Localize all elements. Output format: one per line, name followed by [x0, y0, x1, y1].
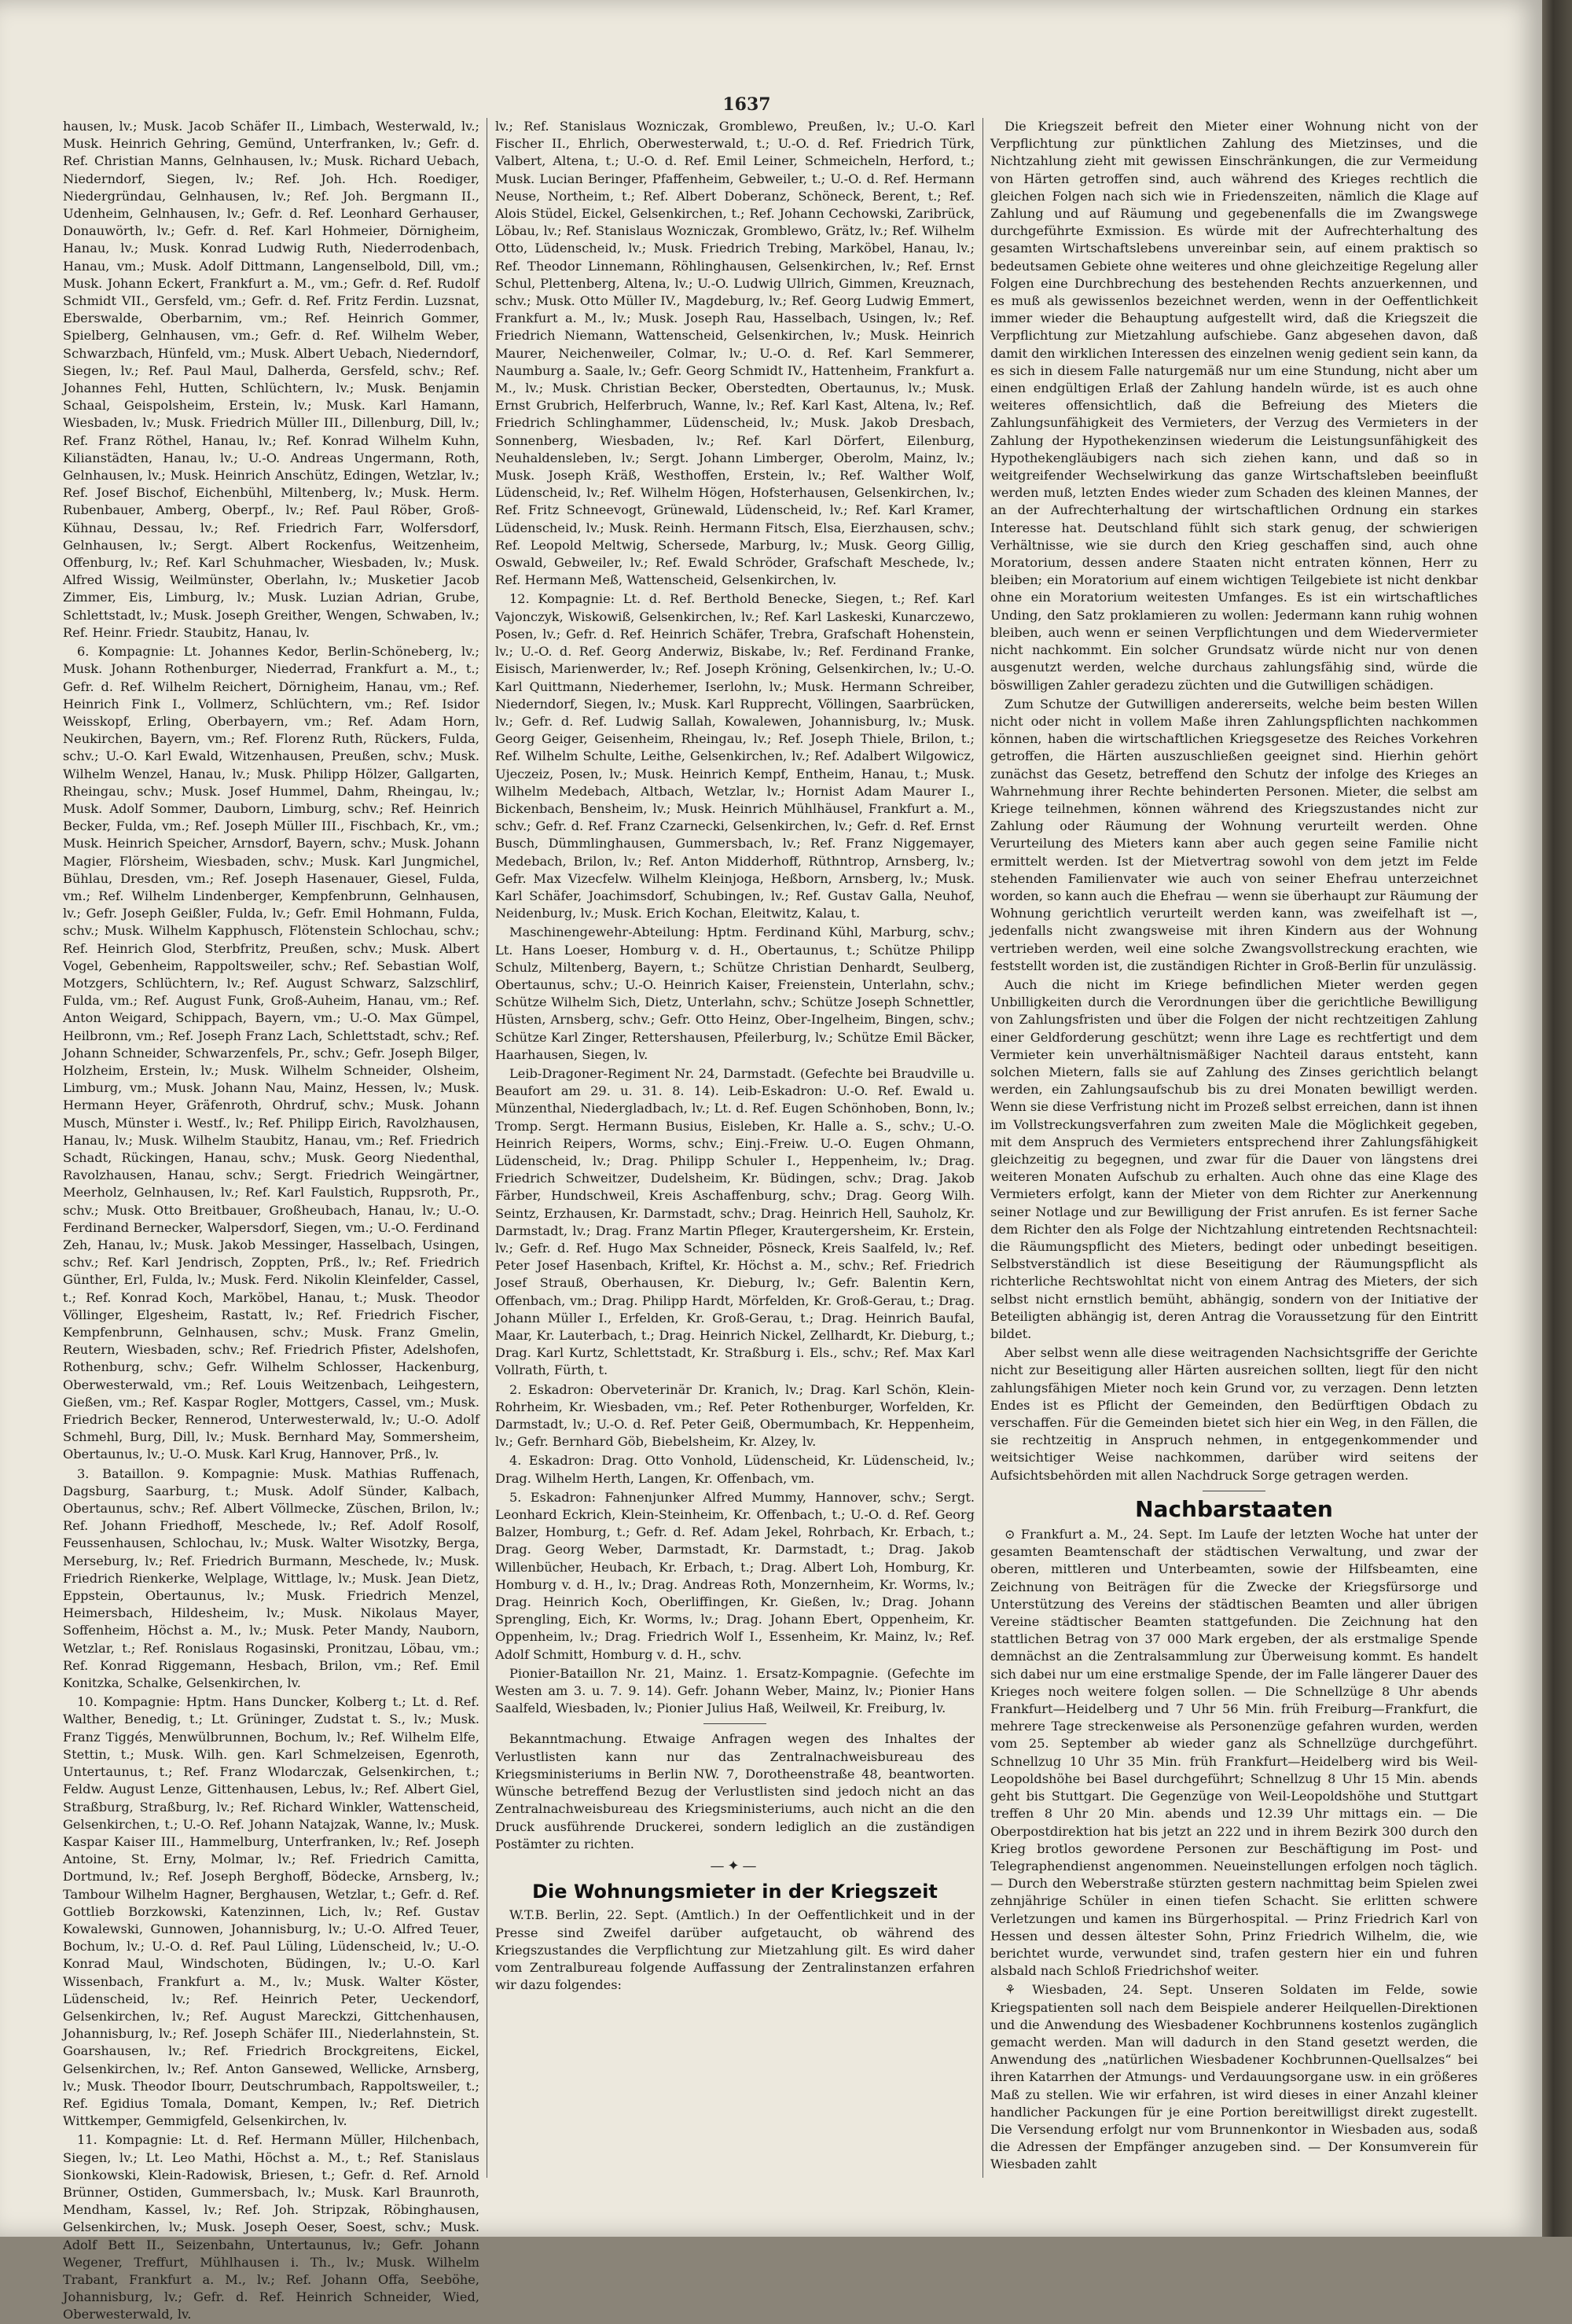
list-paragraph: Pionier-Bataillon Nr. 21, Mainz. 1. Ersatz-Kompagnie. (Gefechte im Westen am 3. u. 7. 9. 14). Gefr. Johann Weber, Mainz, lv.; Pionier Hans Saalfeld, Wiesbaden, lv.; Pionier Julius Haß, Weilweil, Kr. Freiburg, lv. [495, 1665, 975, 1716]
section-heading: Nachbarstaaten [1135, 1495, 1333, 1522]
list-paragraph: 12. Kompagnie: Lt. d. Ref. Berthold Benecke, Siegen, t.; Ref. Karl Vajonczyk, Wiskowiß, Gelsenkirchen, lv.; Ref. Karl Laskeski, Kunarczewo, Posen, lv.; Gefr. d. Ref. Heinrich Schäfer, Trebra, Grafschaft Hohenstein, lv.; U.-O. d. Ref. Georg Anderwiz, Biskabe, lv.; Ref. Ferdinand Franke, Eisisch, Marienwerder, lv.; Ref. Joseph Kröning, Gelsenkirchen, lv.; U.-O. Karl Quittmann, Niederhemer, Iserlohn, lv.; Musk. Hermann Schreiber, Niederndorf, Siegen, lv.; Musk. Karl Rupprecht, Völlingen, Saarbrücken, lv.; Gefr. d. Ref. Ludwig Sallah, Kowalewen, Johannisburg, lv.; Musk. Georg Geiger, Geisenheim, Rheingau, lv.; Ref. Joseph Thiele, Brilon, t.; Ref. Wilhelm Schulte, Leithe, Gelsenkirchen, lv.; Ref. Adalbert Wilgowicz, Ujeczeiz, Posen, lv.; Musk. Heinrich Kempf, Entheim, Hanau, t.; Musk. Wilhelm Medebach, Altbach, Wetzlar, lv.; Hornist Adam Maurer I., Bickenbach, Bensheim, lv.; Musk. Heinrich Mühlhäusel, Frankfurt a. M., schv.; Gefr. d. Ref. Franz Czarnecki, Gelsenkirchen, lv.; Gefr. d. Ref. Ernst Busch, Dümmlinghausen, Gummersbach, lv.; Ref. Franz Niggemayer, Medebach, Brilon, lv.; Ref. Anton Midderhoff, Rüthntrop, Arnsberg, lv.; Gefr. Max Vizecfelw. Wilhelm Kleinjoga, Heßborn, Arnsberg, lv.; Musk. Karl Schäfer, Joachimsdorf, Schubingen, lv.; Ref. Gustav Galla, Neuhof, Neidenburg, lv.; Musk. Erich Kochan, Eleitwitz, Kalau, t. [495, 591, 975, 921]
article-paragraph: Aber selbst wenn alle diese weitragenden Nachsichtsgriffe der Gerichte nicht zur Beseitigung aller Härten ausreichen sollten, liegt für den nicht zahlungsfähigen Mieter noch kein Grund vor, zu verzagen. Denn letzten Endes ist es Pflicht der Gemeinden, den Bedürftigen Obdach zu verschaffen. Für die Gemeinden bietet sich hier ein Weg, in den Fällen, die sie rechtzeitig in Anspruch nehmen, in entgegenkommender und weitsichtiger Weise nachkommen, darüber wird seitens der Aufsichtsbehörden mit allen Nachdruck Sorge getragen werden. [990, 1345, 1478, 1483]
notice-paragraph: Bekanntmachung. Etwaige Anfragen wegen des Inhaltes der Verlustlisten kann nur das Zentralnachweisbureau des Kriegsministeriums in Berlin NW. 7, Dorotheenstraße 48, beantworten. Wünsche betreffend Bezug der Verlustlisten sind jedoch nicht an das Zentralnachweisbureau des Kriegsministeriums, auch nicht an die den Druck ausführende Druckerei, sondern lediglich an die zuständigen Postämter zu richten. [495, 1731, 975, 1851]
ornament-divider: —✦— [710, 1857, 760, 1874]
page-number: 1637 [722, 94, 771, 115]
list-paragraph: 11. Kompagnie: Lt. d. Ref. Hermann Müller, Hilchenbach, Siegen, lv.; Lt. Leo Mathi, Höchst a. M., t.; Ref. Stanislaus Sionkowski, Klein-Radowisk, Briesen, t.; Gefr. d. Ref. Arnold Brünner, Ostiden, Gummersbach, lv.; Musk. Karl Braunroth, Mendham, Kassel, lv.; Ref. Joh. Stripzak, Röbinghausen, Gelsenkirchen, lv.; Musk. Joseph Oeser, Soest, schv.; Musk. Adolf Bett II., Seizenbahn, Untertaunus, lv.; Gefr. Johann Wegener, Treffurt, Mühlhausen i. Th., lv.; Musk. Wilhelm Trabant, Frankfurt a. M., lv.; Ref. Johann Offa, Seeböhe, Johannisburg, lv.; Gefr. d. Ref. Heinrich Schneider, Wied, Oberwesterwald, lv. [63, 2132, 479, 2322]
column-1-casualty-list [63, 118, 479, 2322]
list-paragraph: 5. Eskadron: Fahnenjunker Alfred Mummy, Hannover, schv.; Sergt. Leonhard Eckrich, Klein-Steinheim, Kr. Offenbach, t.; U.-O. d. Ref. Georg Balzer, Homburg, t.; Gefr. d. Ref. Adam Jekel, Rohrbach, Kr. Erbach, t.; Drag. Georg Weber, Darmstadt, Kr. Darmstadt, t.; Drag. Jakob Willenbücher, Heubach, Kr. Erbach, t.; Drag. Albert Loh, Homburg, Kr. Homburg v. d. H., lv.; Drag. Andreas Roth, Monzernheim, Kr. Worms, lv.; Drag. Heinrich Koch, Oberliffingen, Kr. Gießen, lv.; Drag. Johann Sprengling, Eich, Kr. Worms, lv.; Drag. Johann Ebert, Oppenheim, Kr. Oppenheim, lv.; Drag. Friedrich Wolf I., Essenheim, Kr. Mainz, lv.; Ref. Adolf Schmitt, Homburg v. d. H., schv. [495, 1489, 975, 1662]
news-paragraph: ⚘ Wiesbaden, 24. Sept. Unseren Soldaten im Felde, sowie Kriegspatienten soll nach dem Beispiele anderer Heilquellen-Direktionen und die Anwendung des Wiesbadener Kochbrunnens kostenlos zugänglich gemacht werden. Man will dadurch in den Stand gesetzt werden, die Anwendung des „natürlichen Wiesbadener Kochbrunnen-Quellsalzes“ bei ihren Katarrhen der Atmungs- und Verdauungsorgane usw. in ein größeres Maß zu stellen. Wie wir erfahren, ist wird dieses in einer Anzahl kleiner handlicher Packungen für je eine Portion bereitwilligst direkt zugestellt. Die Versendung erfolgt nur vom Brunnenkontor in Wiesbaden aus, sodaß die Adressen der Empfänger anzugeben sind. — Der Konsumverein für Wiesbaden zahlt [990, 1982, 1478, 2172]
list-paragraph: 4. Eskadron: Drag. Otto Vonhold, Lüdenscheid, Kr. Lüdenscheid, lv.; Drag. Wilhelm Herth, Langen, Kr. Offenbach, vm. [495, 1453, 975, 1486]
article-paragraph: W.T.B. Berlin, 22. Sept. (Amtlich.) In der Oeffentlichkeit und in der Presse sind Zweifel darüber aufgetaucht, ob während des Kriegszustandes die Verpflichtung zur Mietzahlung gilt. Es wird daher vom Zentralbureau folgende Auffassung der Zentralinstanzen erfahren wir dazu folgendes: [495, 1907, 975, 1993]
book-spine [1541, 0, 1572, 2237]
list-paragraph: 10. Kompagnie: Hptm. Hans Duncker, Kolberg t.; Lt. d. Ref. Walther, Benedig, t.; Lt. Grüninger, Zudstat t. S., lv.; Musk. Franz Tiggés, Menwülbrunnen, Bochum, lv.; Ref. Wilhelm Elfe, Stettin, t.; Musk. Wilh. gen. Karl Schmelzeisen, Egenroth, Untertaunus, t.; Ref. Franz Wlodarczak, Gelsenkirchen, t.; Feldw. August Lenze, Gittenhausen, Lebus, lv.; Ref. Albert Giel, Straßburg, Straßburg, lv.; Ref. Richard Winkler, Wattenscheid, Gelsenkirchen, t.; U.-O. Ref. Johann Natajzak, Wanne, lv.; Musk. Kaspar Kaiser III., Hammelburg, Unterfranken, lv.; Ref. Joseph Antoine, St. Erny, Molmar, lv.; Ref. Friedrich Camitta, Dortmund, lv.; Ref. Joseph Berghoff, Bödecke, Arnsberg, lv.; Tambour Wilhelm Hagner, Berghausen, Wetzlar, t.; Gefr. d. Ref. Gottlieb Borzkowski, Katenzinnen, Lich, lv.; Ref. Gustav Kowalewski, Gunnowen, Johannisburg, lv.; U.-O. Alfred Teuer, Bochum, lv.; U.-O. d. Ref. Paul Lüling, Lüdenscheid, lv.; U.-O. Konrad Maul, Windschoten, Büdingen, lv.; U.-O. Karl Wissenbach, Frankfurt a. M., lv.; Musk. Walter Köster, Lüdenscheid, lv.; Ref. Heinrich Peter, Ueckendorf, Gelsenkirchen, lv.; Ref. August Mareckzi, Gittchenhausen, Johannisburg, lv.; Ref. Joseph Schäfer III., Niederlahnstein, St. Goarshausen, lv.; Ref. Friedrich Brockgreitens, Eickel, Gelsenkirchen, lv.; Ref. Anton Gansewed, Wellicke, Arnsberg, lv.; Musk. Theodor Ibourr, Deutschrumbach, Rappoltsweiler, t.; Ref. Egidius Tomala, Domant, Kempen, lv.; Ref. Dietrich Wittkemper, Gemmigfeld, Gelsenkirchen, lv. [63, 1694, 479, 2129]
column-rule-2 [982, 118, 983, 2178]
column-2-casualty-list [495, 118, 975, 2186]
divider [703, 1723, 766, 1724]
article-paragraph: Zum Schutze der Gutwilligen andererseits, welche beim besten Willen nicht oder nicht in vollem Maße ihren Zahlungspflichten nachkommen können, haben die wirtschaftlichen Kriegsgesetze des Reiches Vorkehren getroffen, die Härten auszuschließen geeignet sind. Hierhin gehört zunächst das Gesetz, betreffend den Schutz der infolge des Krieges an Wahrnehmung ihrer Rechte behinderten Personen. Mieter, die selbst am Kriege teilnehmen, können während des Kriegszustandes nicht zur Zahlung oder Räumung der Wohnung verurteilt werden. Ohne Verurteilung des Mieters kann aber auch gegen seine Familie nicht ermittelt werden. Ist der Mietvertrag sowohl von dem jetzt im Felde stehenden Familienvater wie auch von seiner Ehefrau unterzeichnet worden, so kann auch die Ehefrau — wenn sie überhaupt zur Räumung der Wohnung gerichtlich verurteilt werden kann, was zweifelhaft ist —, jedenfalls nicht zwangsweise mit ihren Kindern aus der Wohnung vertrieben werden, weil eine solche Zwangsvollstreckung erachten, wie feststellt worden ist, die zuständigen Richter in Groß-Berlin für unzulässig. [990, 696, 1478, 973]
list-paragraph: Leib-Dragoner-Regiment Nr. 24, Darmstadt. (Gefechte bei Braudville u. Beaufort am 29. u. 31. 8. 14). Leib-Eskadron: U.-O. Ref. Ewald u. Münzenthal, Niedergladbach, lv.; Lt. d. Ref. Eugen Schönhoben, Bonn, lv.; Tromp. Sergt. Hermann Busius, Eisleben, Kr. Halle a. S., schv.; U.-O. Heinrich Reipers, Worms, schv.; Einj.-Freiw. U.-O. Eugen Ohmann, Lüdenscheid, lv.; Drag. Philipp Schuler I., Heppenheim, lv.; Drag. Friedrich Schweitzer, Dudelsheim, Kr. Büdingen, schv.; Drag. Jakob Färber, Hundschweil, Kreis Aschaffenburg, schv.; Drag. Georg Wilh. Seintz, Erzhausen, Kr. Darmstadt, schv.; Drag. Heinrich Hell, Sauholz, Kr. Darmstadt, lv.; Drag. Franz Martin Pfleger, Krautergersheim, Kr. Erstein, lv.; Gefr. d. Ref. Hugo Max Schneider, Pösneck, Kreis Saalfeld, lv.; Ref. Peter Josef Hasenbach, Kriftel, Kr. Höchst a. M., schv.; Ref. Friedrich Josef Strauß, Oberhausen, Kr. Dieburg, lv.; Gefr. Balentin Kern, Offenbach, vm.; Drag. Philipp Hardt, Mörfelden, Kr. Groß-Gerau, t.; Drag. Johann Müller I., Erfelden, Kr. Groß-Gerau, t.; Drag. Heinrich Baufal, Maar, Kr. Lauterbach, t.; Drag. Heinrich Nickel, Zellhardt, Kr. Dieburg, t.; Drag. Karl Kurtz, Schlettstadt, Kr. Straßburg i. Els., schv.; Ref. Max Karl Vollrath, Fürth, t. [495, 1065, 975, 1378]
article-paragraph: Auch die nicht im Kriege befindlichen Mieter werden gegen Unbilligkeiten durch die Verordnungen über die gerichtliche Bewilligung von Zahlungsfristen und über die Folgen der nicht rechtzeitigen Zahlung einer Geldforderung geschützt; wenn ihre Lage es rechtfertigt und dem Vermieter kein unverhältnismäßiger Nachteil daraus entsteht, kann solchen Mietern, falls sie auf Zahlung des Zinses gerichtlich belangt werden, ein Zahlungsaufschub bis zu drei Monaten bewilligt werden. Wenn sie diese Verfristung nicht im Prozeß selbst erreichen, dann ist ihnen im Vollstreckungsverfahren zum zweiten Male die Möglichkeit gegeben, mit dem Anspruch des Vermieters entsprechend ihrer Zahlungsfähigkeit gleichzeitig zu begegnen, und zwar für die Dauer von längstens drei weiteren Monaten Aufschub zu erhalten. Auch ohne das eine Klage des Vermieters erfolgt, kann der Mieter von dem Richter zur Anerkennung seiner Notlage und zur Bewilligung der Frist anrufen. Es ist ferner Sache dem Richter den als Folge der Nichtzahlung eintretenden Rechtsnachteil: die Räumungspflicht des Mieters, bedingt oder unbedingt beseitigen. Selbstverständlich ist diese Beseitigung der Räumungspflicht als richterliche Rechtswohltat nicht von einem Antrag des Mieters, der sich selbst nicht ernstlich bemüht, abhängig, sondern von der Initiative der Beteiligten abhängig ist, deren Antrag die Voraussetzung für den Eintritt bildet. [990, 976, 1478, 1342]
list-paragraph: 6. Kompagnie: Lt. Johannes Kedor, Berlin-Schöneberg, lv.; Musk. Johann Rothenburger, Niederrad, Frankfurt a. M., t.; Gefr. d. Ref. Wilhelm Reichert, Dörnigheim, Hanau, vm.; Ref. Heinrich Fink I., Vollmerz, Schlüchtern, vm.; Ref. Isidor Weisskopf, Erling, Oberbayern, vm.; Ref. Adam Horn, Neukirchen, Bayern, vm.; Ref. Florenz Ruth, Rückers, Fulda, schv.; U.-O. Karl Ewald, Witzenhausen, Preußen, schv.; Musk. Wilhelm Wenzel, Hanau, lv.; Musk. Philipp Hölzer, Gallgarten, Rheingau, schv.; Musk. Josef Hummel, Dahm, Rheingau, lv.; Musk. Adolf Sommer, Dauborn, Limburg, schv.; Ref. Heinrich Becker, Fulda, vm.; Ref. Joseph Müller III., Fischbach, Kr., vm.; Musk. Heinrich Speicher, Arnsdorf, Bayern, schv.; Musk. Johann Magier, Flörsheim, Wiesbaden, schv.; Musk. Karl Jungmichel, Bühlau, Dresden, vm.; Ref. Joseph Hasenauer, Giesel, Fulda, vm.; Ref. Wilhelm Lindenberger, Kempfenbrunn, Gelnhausen, lv.; Gefr. Joseph Geißler, Fulda, lv.; Gefr. Emil Hohmann, Fulda, schv.; Musk. Wilhelm Kapphusch, Flötenstein Schlochau, schv.; Ref. Heinrich Glod, Sterbfritz, Preußen, schv.; Musk. Albert Vogel, Gebenheim, Rappoltsweiler, schv.; Ref. Sebastian Wolf, Motzgers, Schlüchtern, lv.; Ref. August Schwarz, Salzschlirf, Fulda, vm.; Ref. August Funk, Groß-Auheim, Hanau, vm.; Ref. Anton Weigard, Schippach, Bayern, vm.; U.-O. Max Gümpel, Heilbronn, vm.; Ref. Joseph Franz Lach, Schlettstadt, schv.; Ref. Johann Schneider, Schwarzenfels, Pr., schv.; Gefr. Joseph Bilger, Holzheim, Erstein, lv.; Musk. Wilhelm Schneider, Olsheim, Limburg, vm.; Musk. Johann Nau, Mainz, Hessen, lv.; Musk. Hermann Heyer, Gräfenroth, Ohrdruf, schv.; Musk. Johann Musch, Münster i. Westf., lv.; Ref. Philipp Eirich, Ravolzhausen, Hanau, lv.; Musk. Wilhelm Staubitz, Hanau, vm.; Ref. Friedrich Schadt, Rückingen, Hanau, schv.; Musk. Georg Niedenthal, Ravolzhausen, Hanau, schv.; Sergt. Friedrich Weingärtner, Meerholz, Gelnhausen, lv.; Ref. Karl Faulstich, Ruppsroth, Pr., schv.; Musk. Otto Breitbauer, Großheubach, Hanau, lv.; U.-O. Ferdinand Bernecker, Walpersdorf, Siegen, vm.; U.-O. Ferdinand Zeh, Hanau, lv.; Musk. Jakob Messinger, Hasselbach, Usingen, schv.; Ref. Karl Jendrisch, Zoppten, Prß., lv.; Ref. Friedrich Günther, Erl, Fulda, lv.; Musk. Ferd. Nikolin Kleinfelder, Cassel, t.; Ref. Konrad Koch, Marköbel, Hanau, t.; Musk. Theodor Völlinger, Elgesheim, Rastatt, lv.; Ref. Friedrich Fischer, Kempfenbrunn, Gelnhausen, schv.; Musk. Franz Gmelin, Reutern, Wiesbaden, schv.; Ref. Friedrich Pfister, Adelshofen, Rothenburg, schv.; Gefr. Wilhelm Schlosser, Hackenburg, Oberwesterwald, vm.; Ref. Louis Weitzenbach, Leihgestern, Gießen, vm.; Ref. Kaspar Rogler, Mottgers, Cassel, vm.; Musk. Friedrich Becker, Rennerod, Unterwesterwald, lv.; U.-O. Adolf Schmehl, Burg, Dill, lv.; Musk. Bernhard May, Sommersheim, Obertaunus, lv.; U.-O. Musk. Karl Krug, Hannover, Prß., lv. [63, 644, 479, 1462]
article-heading: Die Wohnungsmieter in der Kriegszeit [532, 1881, 938, 1903]
list-paragraph: 2. Eskadron: Oberveterinär Dr. Kranich, lv.; Drag. Karl Schön, Klein-Rohrheim, Kr. Wiesbaden, vm.; Ref. Peter Rothenburger, Worfelden, Kr. Darmstadt, lv.; U.-O. d. Ref. Peter Geiß, Obermumbach, Kr. Heppenheim, lv.; Gefr. Bernhard Göb, Biebelsheim, Kr. Alzey, lv. [495, 1381, 975, 1450]
list-paragraph: Maschinengewehr-Abteilung: Hptm. Ferdinand Kühl, Marburg, schv.; Lt. Hans Loeser, Homburg v. d. H., Obertaunus, t.; Schütze Philipp Schulz, Miltenberg, Bayern, t.; Schütze Christian Denhardt, Seulberg, Obertaunus, schv.; U.-O. Heinrich Kaiser, Freienstein, Unterlahn, schv.; Schütze Wilhelm Sich, Dietz, Unterlahn, schv.; Schütze Joseph Schnettler, Hüsten, Arnsberg, schv.; Gefr. Otto Heinz, Ober-Ingelheim, Bingen, schv.; Schütze Karl Zinger, Rettershausen, Pfeilerburg, lv.; Schütze Emil Bäcker, Haarhausen, Siegen, lv. [495, 925, 975, 1062]
list-paragraph: 3. Bataillon. 9. Kompagnie: Musk. Mathias Ruffenach, Dagsburg, Saarburg, t.; Musk. Adolf Sünder, Kalbach, Obertaunus, schv.; Ref. Albert Völlmecke, Züschen, Brilon, lv.; Ref. Johann Friedhoff, Meschede, lv.; Ref. Adolf Rosolf, Feussenhausen, Schlochau, lv.; Musk. Walter Wisotzky, Berga, Merseburg, lv.; Ref. Friedrich Burmann, Meschede, lv.; Musk. Friedrich Rienkerke, Welplage, Wittlage, lv.; Musk. Jean Dietz, Eppstein, Obertaunus, lv.; Musk. Friedrich Menzel, Heimersbach, Hildesheim, lv.; Musk. Nikolaus Mayer, Soffenheim, Höchst a. M., lv.; Musk. Peter Mandy, Nauborn, Wetzlar, t.; Ref. Ronislaus Rogasinski, Pronitzau, Löbau, vm.; Ref. Konrad Riggemann, Hesbach, Brilon, vm.; Ref. Emil Konitzka, Schalke, Gelsenkirchen, lv. [63, 1465, 479, 1691]
list-paragraph: hausen, lv.; Musk. Jacob Schäfer II., Limbach, Westerwald, lv.; Musk. Heinrich Gehring, Gemünd, Unterfranken, lv.; Gefr. d. Ref. Christian Manns, Gelnhausen, lv.; Musk. Richard Uebach, Niederndorf, Siegen, lv.; Ref. Joh. Hch. Roediger, Niedergründau, Gelnhausen, lv.; Ref. Joh. Bergmann II., Udenheim, Gelnhausen, lv.; Gefr. d. Ref. Leonhard Gerhauser, Donauwörth, lv.; Gefr. d. Ref. Karl Hohmeier, Dörnigheim, Hanau, lv.; Musk. Konrad Ludwig Ruth, Niederrodenbach, Hanau, vm.; Musk. Adolf Dittmann, Langenselbold, Dill, vm.; Musk. Johann Eckert, Frankfurt a. M., vm.; Gefr. d. Ref. Rudolf Schmidt VII., Gersfeld, vm.; Gefr. d. Ref. Fritz Ferdin. Luzsnat, Eberswalde, Oberbarnim, vm.; Ref. Heinrich Gommer, Spielberg, Gelnhausen, vm.; Gefr. d. Ref. Wilhelm Weber, Schwarzbach, Hünfeld, vm.; Musk. Albert Uebach, Niederndorf, Siegen, lv.; Ref. Paul Maul, Dalherda, Gersfeld, schv.; Ref. Johannes Fehl, Hutten, Schlüchtern, lv.; Musk. Benjamin Schaal, Geispolsheim, Erstein, lv.; Musk. Karl Hamann, Wiesbaden, lv.; Musk. Friedrich Müller III., Dillenburg, Dill, lv.; Ref. Franz Röthel, Hanau, lv.; Ref. Konrad Wilhelm Kuhn, Kilianstädten, Hanau, lv.; U.-O. Andreas Ungermann, Roth, Gelnhausen, lv.; Musk. Heinrich Anschütz, Edingen, Wetzlar, lv.; Ref. Josef Bischof, Eichenbühl, Miltenberg, lv.; Musk. Herm. Rubenbauer, Amberg, Oberpf., lv.; Ref. Paul Röber, Groß-Kühnau, Dessau, lv.; Ref. Friedrich Farr, Wolfersdorf, Gelnhausen, lv.; Sergt. Albert Rockenfus, Weitzenheim, Offenburg, lv.; Ref. Karl Schuhmacher, Wiesbaden, lv.; Musk. Alfred Wissig, Weilmünster, Oberlahn, lv.; Musketier Jacob Zimmer, Eis, Limburg, lv.; Musk. Luzian Adrian, Grube, Schlettstadt, lv.; Musk. Joseph Greither, Wengen, Schwaben, lv.; Ref. Heinr. Friedr. Staubitz, Hanau, lv. [63, 119, 479, 640]
article-paragraph: Die Kriegszeit befreit den Mieter einer Wohnung nicht von der Verpflichtung zur pünktlichen Zahlung des Mietzinses, und die Nichtzahlung zieht mit gewissen Einschränkungen, die zur Vermeidung von Härten getroffen sind, auch während des Krieges rechtlich die gleichen Folgen nach sich wie in Friedenszeiten, nämlich die Klage auf Zahlung und auf Räumung und gegebenenfalls die im Zwangswege durchgeführte Exmission. Es würde mit der Aufrechterhaltung des gesamten Wirtschaftslebens unvereinbar sein, auf einem praktisch so bedeutsamen Gebiete ohne weiteres und ohne gleichzeitige Regelung aller Folgen eine Durchbrechung des bestehenden Rechts anzuerkennen, und es muß als gewissenlos bezeichnet werden, wenn in der Oeffentlichkeit immer wieder die Behauptung aufgestellt wird, daß die Kriegszeit die Verpflichtung zur Mietzahlung aufschiebe. Ganz abgesehen davon, daß damit den wirklichen Interessen des einzelnen wenig gedient sein kann, da es sich in diesem Falle naturgemäß nur um eine Stundung, nicht aber um einen endgültigen Erlaß der Zahlung handeln würde, ist es auch ohne weiteres offensichtlich, daß die Befreiung des Mieters die Zahlungsunfähigkeit des Vermieters, der Verzug des Vermieters in der Zahlung der Hypothekenzinsen wiederum die Leistungsunfähigkeit des Hypothekengläubigers nach sich ziehen kann, und daß so in weitgreifender Wechselwirkung das ganze Wirtschaftsleben beeinflußt werden muß, letzten Endes wieder zum Schaden des kleinen Mannes, der an der Aufrechterhaltung der wirtschaftlichen Ordnung ein starkes Interesse hat. Deutschland fühlt sich stark genug, der schwierigen Verhältnisse, wie sie durch den Krieg geschaffen sind, auch ohne Moratorium, dessen andere Staaten nicht entraten können, Herr zu bleiben; ein Moratorium auf einem wichtigen Teilgebiete ist nicht denkbar ohne ein Moratorium weitesten Umfanges. Es ist ein wirtschaftliches Unding, den Satz proklamieren zu wollen: Jedermann kann ruhig wohnen bleiben, auch wenn er seinen Verpflichtungen und dem Wiedervermieter nicht nachkommt. Ein solcher Grundsatz würde nicht nur von denen ausgenutzt werden, welche durchaus zahlungsfähig sind, würde die böswilligen Zahler geradezu züchten und die Gutwilligen schädigen. [990, 119, 1478, 693]
column-3-article [990, 118, 1478, 2186]
list-paragraph: lv.; Ref. Stanislaus Wozniczak, Gromblewo, Preußen, lv.; U.-O. Karl Fischer II., Ehrlich, Oberwesterwald, t.; U.-O. d. Ref. Friedrich Türk, Valbert, Altena, t.; U.-O. d. Ref. Emil Leiner, Schmeicheln, Herford, t.; Musk. Lucian Beringer, Pfaffenheim, Gebweiler, t.; U.-O. d. Ref. Hermann Neuse, Northeim, t.; Ref. Albert Doberanz, Schöneck, Berent, t.; Ref. Alois Stüdel, Eickel, Gelsenkirchen, t.; Ref. Johann Cechowski, Zaribrück, Löbau, lv.; Ref. Stanislaus Wozniczak, Gromblewo, Grätz, lv.; Ref. Wilhelm Otto, Lüdenscheid, lv.; Musk. Friedrich Trebing, Marköbel, Hanau, lv.; Ref. Theodor Linnemann, Röhlinghausen, Gelsenkirchen, lv.; Ref. Ernst Schul, Plettenberg, Altena, lv.; U.-O. Ludwig Ullrich, Gimmen, Kreuznach, schv.; Musk. Otto Müller IV., Magdeburg, lv.; Ref. Georg Ludwig Emmert, Frankfurt a. M., lv.; Musk. Joseph Rau, Hasselbach, Usingen, lv.; Ref. Friedrich Niemann, Wattenscheid, Gelsenkirchen, lv.; Musk. Heinrich Maurer, Neichenweiler, Colmar, lv.; U.-O. d. Ref. Karl Semmerer, Naumburg a. Saale, lv.; Gefr. Georg Schmidt IV., Hattenheim, Frankfurt a. M., lv.; Musk. Christian Becker, Oberstedten, Obertaunus, lv.; Musk. Ernst Grubrich, Helferbruch, Wanne, lv.; Ref. Karl Kast, Altena, lv.; Ref. Friedrich Schlinghammer, Lüdenscheid, lv.; Musk. Jakob Dresbach, Sonnenberg, Wiesbaden, lv.; Ref. Karl Dörfert, Eilenburg, Neuhaldensleben, lv.; Sergt. Johann Limberger, Oberolm, Mainz, lv.; Musk. Joseph Kräß, Westhoffen, Erstein, lv.; Ref. Walther Wolf, Lüdenscheid, lv.; Ref. Wilhelm Högen, Hofsterhausen, Gelsenkirchen, lv.; Ref. Fritz Schneevogt, Grünewald, Lüdenscheid, lv.; Ref. Karl Kramer, Lüdenscheid, lv.; Musk. Reinh. Hermann Fitsch, Elsa, Eierzhausen, schv.; Ref. Leopold Meltwig, Schersede, Marburg, lv.; Musk. Georg Gillig, Oswald, Gebweiler, lv.; Ref. Ewald Schröder, Grafschaft Meschede, lv.; Ref. Hermann Meß, Wattenscheid, Gelsenkirchen, lv. [495, 119, 975, 588]
news-paragraph: ⊙ Frankfurt a. M., 24. Sept. Im Laufe der letzten Woche hat unter der gesamten Beamtenschaft der städtischen Verwaltung, und zwar der oberen, mittleren und Unterbeamten, sowie der Hilfsbeamten, eine Zeichnung von Beiträgen für die Zwecke der Kriegsfürsorge und Unterstützung des Vereins der städtischen Beamten und aller übrigen Vereine städtischer Beamten stattgefunden. Die Zeichnung hat den stattlichen Betrag von 37 000 Mark ergeben, der als erstmalige Spende demnächst an die Zentralsammlung zur Überweisung kommt. Es handelt sich dabei nur um eine erstmalige Spende, der im Falle längerer Dauer des Krieges noch weitere folgen sollen. — Die Schnellzüge 8 Uhr abends Frankfurt—Heidelberg und 7 Uhr 56 Min. früh Freiburg—Frankfurt, die mehrere Tage streckenweise als Personenzüge gefahren wurden, werden vom 25. September ab wieder ganz als Schnellzüge durchgeführt. Schnellzug 10 Uhr 35 Min. früh Frankfurt—Heidelberg wird bis Weil-Leopoldshöhe bei Basel durchgeführt; Schnellzug 8 Uhr 15 Min. abends geht bis Stuttgart. Die Gegenzüge von Weil-Leopoldshöhe und Stuttgart treffen 8 Uhr 20 Min. abends und 12.39 Uhr mittags ein. — Die Oberpostdirektion hat bis jetzt an 222 und in ihrem Bezirk 300 durch den Krieg brotlos gewordene Personen zur Beschäftigung im Post- und Telegraphendienst angenommen. Neueinstellungen erfolgen noch täglich. — Durch den Weberstraße stürzten gestern nachmittag beim Spielen zwei zehnjährige Schüler in einen tiefen Schacht. Sie erlitten schwere Verletzungen und kamen ins Bürgerhospital. — Prinz Friedrich Karl von Hessen und dessen ältester Sohn, Prinz Friedrich Wilhelm, die, wie berichtet wurde, verwundet sind, trafen gestern hier ein und fuhren alsbald nach Schloß Friedrichshof weiter. [990, 1527, 1478, 1979]
